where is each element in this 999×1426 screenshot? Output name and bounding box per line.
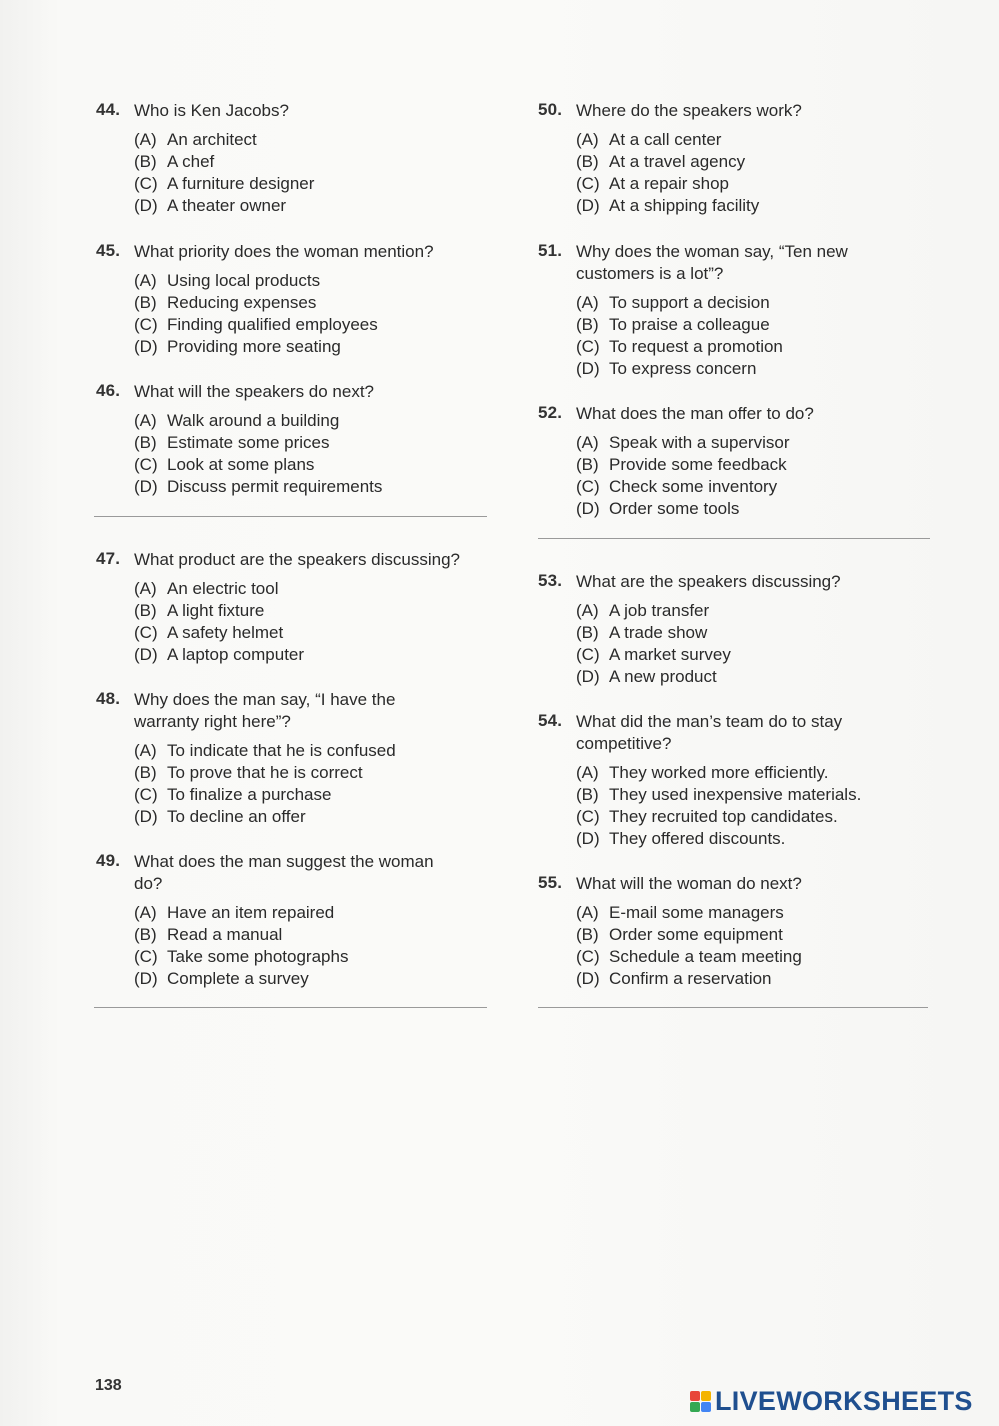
option-a[interactable]: (A) Walk around a building <box>134 411 340 430</box>
option-c[interactable]: (C) Finding qualified employees <box>134 315 378 334</box>
question-45 <box>96 241 496 358</box>
option-a[interactable]: (A) Have an item repaired <box>134 903 335 922</box>
question-number: 53. <box>538 571 563 590</box>
option-d[interactable]: (D) Confirm a reservation <box>576 969 772 988</box>
question-50 <box>538 100 938 217</box>
section-divider <box>538 1007 928 1008</box>
option-d[interactable]: (D) To express concern <box>576 359 757 378</box>
option-d[interactable]: (D) Discuss permit requirements <box>134 477 383 496</box>
section-divider <box>94 1007 487 1008</box>
option-c[interactable]: (C) They recruited top candidates. <box>576 807 838 826</box>
option-c[interactable]: (C) To request a promotion <box>576 337 783 356</box>
option-b[interactable]: (B) Reducing expenses <box>134 293 317 312</box>
page-number: 138 <box>95 1377 122 1394</box>
option-c[interactable]: (C) A safety helmet <box>134 623 284 642</box>
question-text: Who is Ken Jacobs? <box>134 101 289 120</box>
option-b[interactable]: (B) Provide some feedback <box>576 455 787 474</box>
question-text: What does the man offer to do? <box>576 404 814 423</box>
question-49 <box>96 851 466 990</box>
option-c[interactable]: (C) Look at some plans <box>134 455 315 474</box>
option-a[interactable]: (A) E-mail some managers <box>576 903 784 922</box>
question-51 <box>538 241 883 380</box>
question-number: 48. <box>96 689 121 708</box>
question-44 <box>96 100 496 217</box>
question-number: 44. <box>96 100 121 119</box>
option-b[interactable]: (B) A light fixture <box>134 601 265 620</box>
option-d[interactable]: (D) A laptop computer <box>134 645 305 664</box>
option-a[interactable]: (A) An electric tool <box>134 579 279 598</box>
option-d[interactable]: (D) A new product <box>576 667 717 686</box>
liveworksheets-logo-icon <box>690 1390 712 1414</box>
option-b[interactable]: (B) Order some equipment <box>576 925 783 944</box>
option-d[interactable]: (D) To decline an offer <box>134 807 306 826</box>
option-a[interactable]: (A) A job transfer <box>576 601 710 620</box>
option-d[interactable]: (D) A theater owner <box>134 196 287 215</box>
question-47 <box>96 549 496 666</box>
question-text: What priority does the woman mention? <box>134 242 434 261</box>
question-number: 45. <box>96 241 121 260</box>
option-a[interactable]: (A) At a call center <box>576 130 722 149</box>
option-d[interactable]: (D) Complete a survey <box>134 969 309 988</box>
option-a[interactable]: (A) Using local products <box>134 271 321 290</box>
option-a[interactable]: (A) Speak with a supervisor <box>576 433 790 452</box>
option-b[interactable]: (B) A trade show <box>576 623 708 642</box>
option-b[interactable]: (B) Read a manual <box>134 925 283 944</box>
option-d[interactable]: (D) Order some tools <box>576 499 740 518</box>
question-number: 54. <box>538 711 563 730</box>
question-number: 49. <box>96 851 121 870</box>
section-divider <box>94 516 487 517</box>
question-text: What does the man suggest the woman do? <box>134 852 434 893</box>
question-number: 47. <box>96 549 121 568</box>
question-text: Why does the woman say, “Ten new customers is a lot”? <box>576 242 848 283</box>
question-text: What product are the speakers discussing? <box>134 550 461 569</box>
question-46 <box>96 381 496 498</box>
option-c[interactable]: (C) Check some inventory <box>576 477 778 496</box>
question-number: 50. <box>538 100 563 119</box>
option-c[interactable]: (C) A market survey <box>576 645 731 664</box>
question-number: 52. <box>538 403 563 422</box>
question-53 <box>538 571 938 688</box>
question-48 <box>96 689 436 828</box>
option-a[interactable]: (A) To indicate that he is confused <box>134 741 396 760</box>
option-c[interactable]: (C) A furniture designer <box>134 174 315 193</box>
option-d[interactable]: (D) At a shipping facility <box>576 196 760 215</box>
question-54 <box>538 711 908 850</box>
option-a[interactable]: (A) To support a decision <box>576 293 770 312</box>
section-divider <box>538 538 930 539</box>
option-d[interactable]: (D) They offered discounts. <box>576 829 786 848</box>
question-text: What will the speakers do next? <box>134 382 375 401</box>
brand-name: LIVEWORKSHEETS <box>715 1386 973 1416</box>
option-b[interactable]: (B) To prove that he is correct <box>134 763 363 782</box>
question-55 <box>538 873 938 990</box>
option-d[interactable]: (D) Providing more seating <box>134 337 341 356</box>
question-number: 46. <box>96 381 121 400</box>
question-text: Why does the man say, “I have the warranty right here”? <box>134 690 396 731</box>
option-c[interactable]: (C) At a repair shop <box>576 174 730 193</box>
option-c[interactable]: (C) Take some photographs <box>134 947 349 966</box>
option-b[interactable]: (B) A chef <box>134 152 215 171</box>
question-number: 51. <box>538 241 563 260</box>
option-c[interactable]: (C) To finalize a purchase <box>134 785 332 804</box>
option-b[interactable]: (B) Estimate some prices <box>134 433 330 452</box>
option-b[interactable]: (B) At a travel agency <box>576 152 746 171</box>
option-a[interactable]: (A) An architect <box>134 130 257 149</box>
question-text: What did the man’s team do to stay competitive? <box>576 712 843 753</box>
liveworksheets-logo[interactable] <box>690 1386 973 1417</box>
option-c[interactable]: (C) Schedule a team meeting <box>576 947 802 966</box>
option-b[interactable]: (B) To praise a colleague <box>576 315 770 334</box>
question-52 <box>538 403 938 520</box>
question-text: Where do the speakers work? <box>576 101 802 120</box>
question-text: What will the woman do next? <box>576 874 802 893</box>
question-number: 55. <box>538 873 563 892</box>
question-text: What are the speakers discussing? <box>576 572 841 591</box>
option-b[interactable]: (B) They used inexpensive materials. <box>576 785 862 804</box>
option-a[interactable]: (A) They worked more efficiently. <box>576 763 829 782</box>
